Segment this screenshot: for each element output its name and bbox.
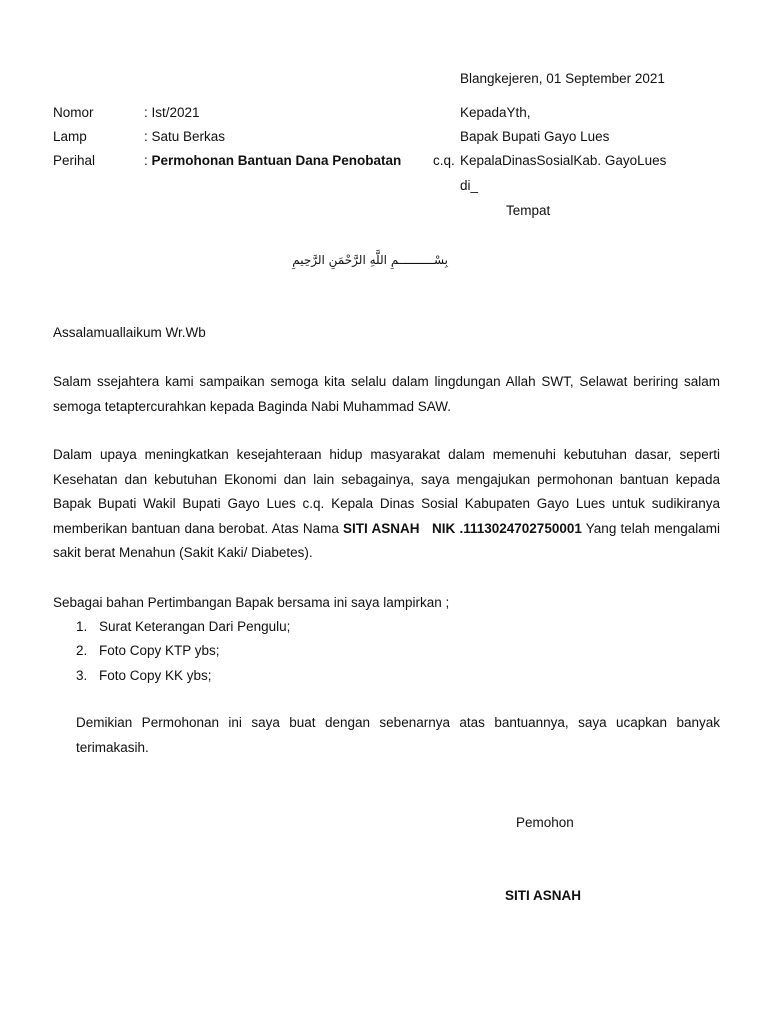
paragraph-request <box>53 443 720 566</box>
basmalah-calligraphy <box>288 240 450 276</box>
nomor-value: : Ist/2021 <box>144 105 200 120</box>
applicant-name: SITI ASNAH <box>343 520 420 536</box>
paragraph-request-text: Dalam upaya meningkatkan kesejahteraan hidup masyarakat dalam memenuhi kebutuhan dasar, seperti Kesehatan dan kebutuhan Ekonomi dan lain sebagainya, saya mengajukan permohonan bantuan kepada Bapak Bupati Wakil Bupati Gayo Lues c.q. Kepala Dinas Sosial Kabupaten Gayo Lues untuk sudikiranya memberikan bantuan dana berobat. Atas Nama <box>53 447 720 536</box>
nomor-label: Nomor <box>53 105 94 120</box>
paragraph-opening: Salam ssejahtera kami sampaikan semoga kita selalu dalam lingdungan Allah SWT, Selawat beriring salam semoga tetaptercurahkan kepada Baginda Nabi Muhammad SAW. <box>53 374 720 414</box>
recipient-cq: c.q. <box>433 153 455 168</box>
recipient-line2: Bapak Bupati Gayo Lues <box>460 129 610 144</box>
signature-name: SITI ASNAH <box>505 888 582 903</box>
paragraph-request-tail: Yang telah mengalami sakit berat Menahun (Sakit Kaki/ Diabetes). <box>53 520 720 560</box>
attachment-item: Foto Copy KTP ybs; <box>99 643 220 658</box>
attachment-number: 1. <box>76 619 88 634</box>
signature-role: Pemohon <box>516 815 574 830</box>
perihal-value-line <box>144 153 401 169</box>
perihal-label: Perihal <box>53 153 96 168</box>
lamp-label: Lamp <box>53 129 87 144</box>
attachment-number: 2. <box>76 643 88 658</box>
attachment-number: 3. <box>76 668 88 683</box>
greeting: Assalamuallaikum Wr.Wb <box>53 325 206 340</box>
attachment-item: Foto Copy KK ybs; <box>99 668 212 683</box>
recipient-line3: KepalaDinasSosialKab. GayoLues <box>460 153 667 168</box>
attachment-item: Surat Keterangan Dari Pengulu; <box>99 619 291 634</box>
basmalah-text: بِسْــــــــــمِ اللَّهِ الرَّحْمَنِ الرَّحِيمِ <box>292 253 448 267</box>
recipient-line4: di_ <box>460 178 479 193</box>
lamp-value: : Satu Berkas <box>144 129 226 144</box>
applicant-nik: NIK .1113024702750001 <box>432 520 582 536</box>
attachments-intro: Sebagai bahan Pertimbangan Bapak bersama ini saya lampirkan ; <box>53 595 450 610</box>
perihal-colon: : <box>144 153 152 168</box>
perihal-value: Permohonan Bantuan Dana Penobatan <box>151 153 402 168</box>
place-date: Blangkejeren, 01 September 2021 <box>460 71 665 86</box>
paragraph-closing: Demikian Permohonan ini saya buat dengan sebenarnya atas bantuannya, saya ucapkan banyak terimakasih. <box>76 715 720 755</box>
recipient-line1: KepadaYth, <box>460 105 531 120</box>
recipient-line5: Tempat <box>506 203 551 218</box>
